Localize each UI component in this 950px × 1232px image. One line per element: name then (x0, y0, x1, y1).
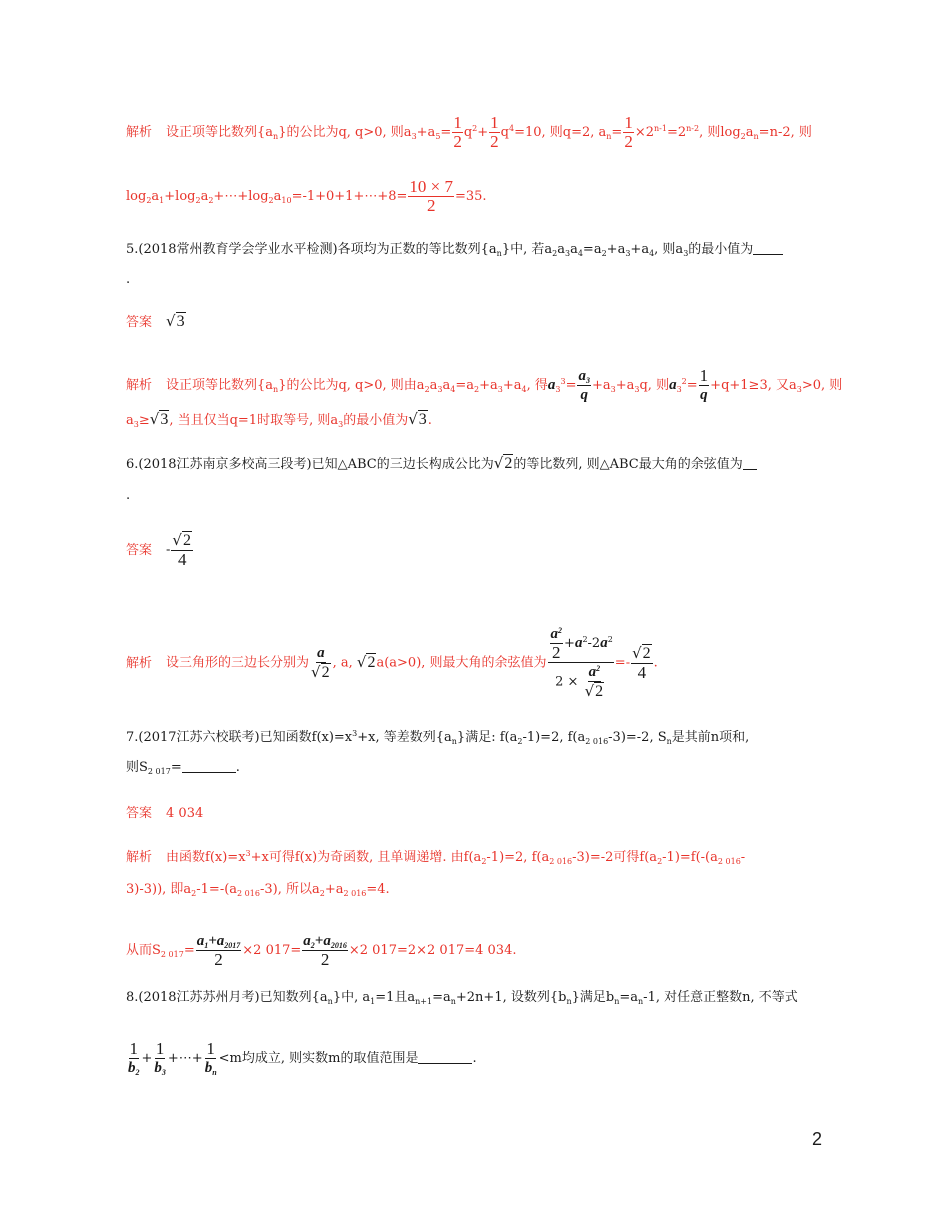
q7-question-line-1: 7.(2017江苏六校联考)已知函数$f(x)=x^3+x$, 等差数列$\{a_n\}$满足: $f(a_2-1)=2$, $f(a_{2 016}-3)=-2$, $S_n$是其前n项和, (126, 729, 750, 746)
q6-answer: 答案 - $\frac{√2}{4}$ (126, 531, 191, 569)
q5-question-line-1: 5.(2018常州教育学会学业水平检测)各项均为正数的等比数列$\{a_n\}$中, 若$a_2a_3a_4=a_2+a_3+a_4$, 则$a_3$的最小值为 (126, 240, 783, 260)
q5-answer: 答案 √3 (126, 312, 185, 330)
answer-blank (743, 456, 757, 470)
q5-solution-line-2: $a_3\ge√3$, 当且仅当q=1时取等号, 则$a_3$的最小值为√3. (126, 410, 432, 429)
q6-question-line-2: . (126, 488, 131, 503)
answer-blank (753, 241, 783, 255)
q7-solution-line-1: 解析 由函数$f(x)=x^3+x$可得f(x)为奇函数, 且单调递增. 由$f(a_2-1)=2$, $f(a_{2 016}-3)=-2$可得$f(a_2-1)=f(-(a_{2 016}-$ (126, 849, 746, 866)
q7-solution-line-3: 从而$S_{2 017}=$ $\frac{a_1+a_{2017}}{2}$ ×2 017= $\frac{a_2+a_{2016}}{2}$ ×2 017=2×2 017=4 034. (126, 933, 517, 969)
q7-answer: 答案 4 034 (126, 806, 204, 821)
q4-solution-line-2: $\log_2a_1+\log_2a_2+\cdots+\log_2a_{10}=-1+0+1+\cdots+8=$ $\frac{10 \times 7}{2}$ =35. (126, 177, 487, 215)
answer-blank (418, 1050, 472, 1064)
q5-solution-line-1: 解析 设正项等比数列$\{a_n\}$的公比为q, q>0, 则由$a_2a_3a_4=a_2+a_3+a_4$, 得$a_3^3=$ $\frac{a_3}{q}$ $+a_3+a_3q$, 则$a_3^2=$ $\frac{1}{q}$ +q+1≥3, 又$a_3>0$, 则 (126, 366, 843, 403)
fraction: $\frac{10 \times 7}{2}$ (409, 177, 453, 215)
q8-question-line-1: 8.(2018江苏苏州月考)已知数列$\{a_n\}$中, $a_1=1$且$a_{n+1}=a_n+2n+1$, 设数列$\{b_n\}$满足$b_n=a_n-1$, 对任意正整数n, 不等式 (126, 990, 798, 1006)
page-number: 2 (812, 1129, 823, 1149)
analysis-label: 解析 (126, 125, 153, 140)
answer-blank (182, 759, 236, 773)
q5-question-line-2: . (126, 272, 131, 287)
q4-solution-line-1: 解析 设正项等比数列$\{a_n\}$的公比为q, q>0, 则$a_3+a_5=$ $\frac{1}{2}$ $q^2+$ $\frac{1}{2}$ $q^4=10$, 则q=2, $a_n=$ $\frac{1}{2}$ $\times 2^{n-1}=2^{n-2}$, 则$\log_2a_n=n-2$, 则 (126, 113, 812, 151)
q8-question-line-2: $\frac{1}{b_2}$ + $\frac{1}{b_3}$ +⋯+ $\frac{1}{b_n}$ <m均成立, 则实数m的取值范围是 . (128, 1039, 477, 1077)
q7-question-line-2: 则$S_{2 017}=$ . (126, 760, 240, 776)
q6-question-line-1: 6.(2018江苏南京多校高三段考)已知△ABC的三边长构成公比为√2的等比数列, 则△ABC最大角的余弦值为 (126, 453, 757, 475)
q6-solution: 解析 设三角形的三边长分别为 $\frac{a}{√2}$ , a, √2a(a>0), 则最大角的余弦值为 $\frac{a^2}{2}$ $+a^2-2a^2$ 2 × $\frac{a^2}{√2}$ =- $\frac{√2}{4}$ . (126, 626, 658, 700)
q7-solution-line-2: 3)-3)), 即$a_2-1=-(a_{2 016}-3)$, 所以$a_2+a_{2 016}=4$. (126, 882, 390, 898)
